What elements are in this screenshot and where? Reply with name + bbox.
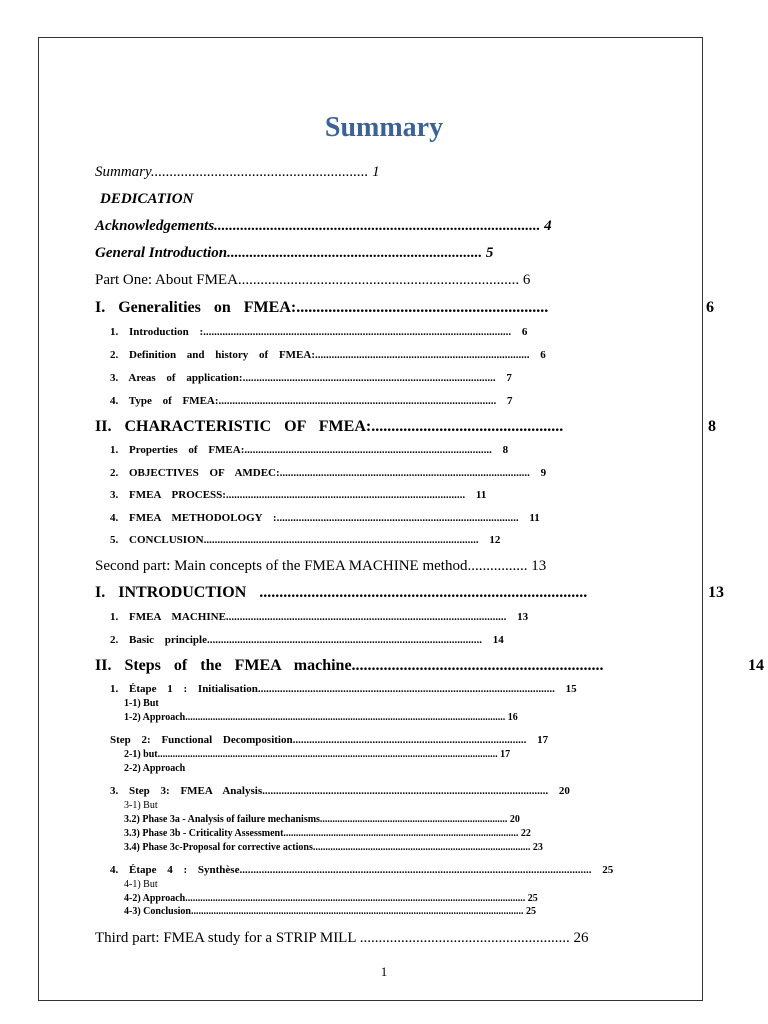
toc-step-4[interactable]: 4. Étape 4 : Synthèse................................................................................................................................ 25 <box>110 864 614 876</box>
toc-ii-1-properties[interactable]: 1. Properties of FMEA:.......................................................................................... 8 <box>110 444 509 456</box>
section-text: INTRODUCTION .................................................................................. <box>118 584 588 601</box>
toc-part-two[interactable]: Second part: Main concepts of the FMEA MACHINE method................ 13 <box>95 558 547 574</box>
toc-dedication[interactable]: DEDICATION <box>100 191 194 207</box>
toc-step-2[interactable]: Step 2: Functional Decomposition..................................................................................... 17 <box>110 734 549 746</box>
section-page: 8 <box>708 418 716 435</box>
page-number: 1 <box>380 964 388 979</box>
section-label: I. <box>95 299 106 316</box>
toc-step-3-but[interactable]: 3-1) But <box>124 800 158 811</box>
toc-step-4-but[interactable]: 4-1) But <box>124 879 158 890</box>
toc-i-3-areas[interactable]: 3. Areas of application:............................................................................................ 7 <box>110 372 512 384</box>
toc-basic-principle[interactable]: 2. Basic principle.................................................................................................... 14 <box>110 634 504 646</box>
section-text: Steps of the FMEA machine............................................................... <box>124 657 604 674</box>
toc-general-introduction[interactable]: General Introduction.................................................................... 5 <box>95 245 494 261</box>
toc-fmea-machine[interactable]: 1. FMEA MACHINE...................................................................................................... 13 <box>110 611 529 623</box>
toc-step-2-but[interactable]: 2-1) but........................................................................................................................................ 17 <box>124 749 511 760</box>
toc-part-one[interactable]: Part One: About FMEA........................................................................... 6 <box>95 272 531 288</box>
section-text: CHARACTERISTIC OF FMEA:................................................ <box>124 418 564 435</box>
toc-acknowledgements[interactable]: Acknowledgements....................................................................................... 4 <box>95 218 552 234</box>
section-page: 6 <box>706 299 714 316</box>
toc-step-2-approach[interactable]: 2-2) Approach <box>124 763 186 774</box>
toc-section-ii-characteristic[interactable] <box>95 419 563 435</box>
toc-step-1-but[interactable]: 1-1) But <box>124 698 159 709</box>
toc-ii-2-objectives[interactable]: 2. OBJECTIVES OF AMDEC:........................................................................................... 9 <box>110 467 547 479</box>
toc-step-4-conclusion[interactable]: 4-3) Conclusion..................................................................................................................................... 25 <box>124 906 536 917</box>
toc-step-3[interactable]: 3. Step 3: FMEA Analysis........................................................................................................ 20 <box>110 785 570 797</box>
toc-part-three[interactable]: Third part: FMEA study for a STRIP MILL ........................................................ 26 <box>95 930 589 946</box>
toc-section-i-generalities[interactable] <box>95 300 548 316</box>
toc-i-1-introduction[interactable]: 1. Introduction :................................................................................................................ 6 <box>110 326 528 338</box>
toc-section-i-introduction[interactable] <box>95 585 587 601</box>
toc-step-3-phase-3a[interactable]: 3.2) Phase 3a - Analysis of failure mechanisms........................................................................... 20 <box>124 814 520 825</box>
toc-i-2-definition[interactable]: 2. Definition and history of FMEA:.............................................................................. 6 <box>110 349 546 361</box>
toc-step-4-approach[interactable]: 4-2) Approach........................................................................................................................................ 25 <box>124 893 538 904</box>
toc-step-1[interactable]: 1. Étape 1 : Initialisation............................................................................................................ 15 <box>110 683 577 695</box>
toc-step-3-phase-3b[interactable]: 3.3) Phase 3b - Criticality Assessment.............................................................................................. 22 <box>124 828 531 839</box>
toc-i-4-type[interactable]: 4. Type of FMEA:..................................................................................................... 7 <box>110 395 513 407</box>
section-label: I. <box>95 584 106 601</box>
section-page: 13 <box>708 584 724 601</box>
section-label: II. <box>95 418 112 435</box>
toc-summary[interactable]: Summary.......................................................... 1 <box>95 164 380 180</box>
section-page: 14 <box>748 657 764 674</box>
toc-step-3-phase-3c[interactable]: 3.4) Phase 3c-Proposal for corrective actions....................................................................................... 23 <box>124 842 543 853</box>
section-text: Generalities on FMEA:............................................................... <box>118 299 549 316</box>
toc-ii-3-process[interactable]: 3. FMEA PROCESS:....................................................................................... 11 <box>110 489 487 501</box>
section-label: II. <box>95 657 112 674</box>
page-title: Summary <box>324 112 444 143</box>
toc-section-ii-steps[interactable] <box>95 658 604 674</box>
toc-step-1-approach[interactable]: 1-2) Approach................................................................................................................................ 16 <box>124 712 518 723</box>
toc-ii-5-conclusion[interactable]: 5. CONCLUSION.................................................................................................... 12 <box>110 534 501 546</box>
toc-ii-4-methodology[interactable]: 4. FMEA METHODOLOGY :........................................................................................ 11 <box>110 512 540 524</box>
